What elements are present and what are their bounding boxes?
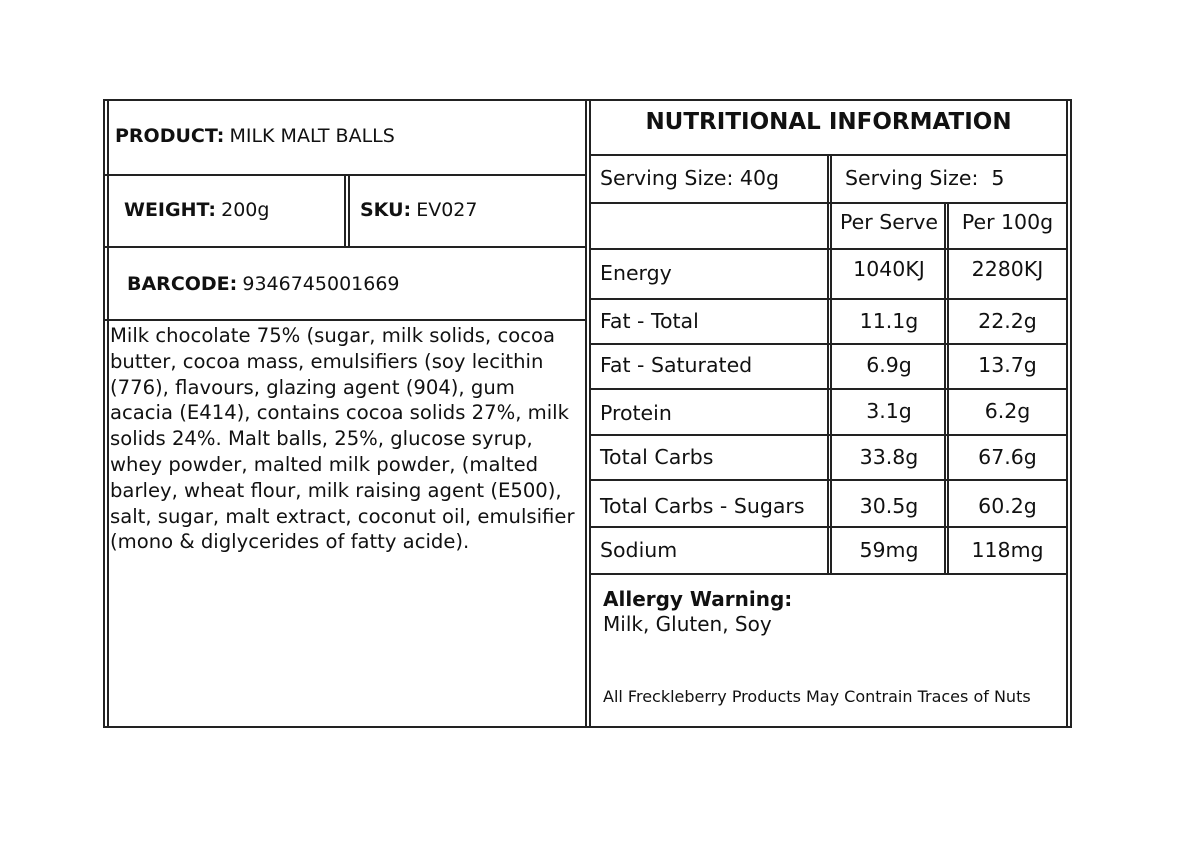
serving-size: Serving Size: 40g	[600, 166, 780, 190]
nuts-note: All Freckleberry Products May Contrain Traces of Nuts	[603, 687, 1031, 706]
product-label	[103, 99, 1072, 729]
row-carbs-per-100g: 67.6g	[978, 445, 1037, 469]
frame-bottom	[103, 726, 1072, 728]
row-fat-name: Fat - Total	[600, 309, 699, 333]
row-sat-per-100g: 13.7g	[978, 353, 1037, 377]
row-sodium-per-100g: 118mg	[971, 538, 1044, 562]
row-energy-name: Energy	[600, 261, 672, 285]
row-protein-name: Protein	[600, 401, 672, 425]
sku-field	[360, 201, 477, 220]
middle-divider-inner	[589, 99, 591, 728]
row-protein-per-100g: 6.2g	[984, 399, 1031, 423]
allergy-heading: Allergy Warning:	[603, 587, 793, 611]
barcode-field	[127, 275, 400, 294]
row-sugars-per-100g: 60.2g	[978, 494, 1037, 518]
frame-right	[1070, 99, 1072, 728]
weight-key: WEIGHT:	[124, 199, 217, 221]
row-fat-per-100g: 22.2g	[978, 309, 1037, 333]
weight-sku-divider	[344, 174, 346, 248]
nutrition-title: NUTRITIONAL INFORMATION	[645, 109, 1012, 135]
row-sugars-per-serve: 30.5g	[859, 494, 919, 518]
barcode-key: BARCODE:	[127, 273, 238, 295]
sku-value: EV027	[416, 199, 478, 221]
row-sugars-name: Total Carbs - Sugars	[600, 494, 805, 518]
row-energy-per-100g: 2280KJ	[971, 257, 1044, 281]
col-divider-2	[944, 202, 946, 575]
row-protein-per-serve: 3.1g	[866, 399, 912, 423]
servings-per-pack: Serving Size: 5	[845, 166, 1005, 190]
middle-divider	[585, 99, 587, 728]
frame-left-inner	[107, 101, 109, 726]
barcode-value: 9346745001669	[242, 273, 400, 295]
frame-top	[103, 99, 1072, 101]
col-per-serve: Per Serve	[840, 210, 938, 234]
left-rule-3	[103, 319, 587, 321]
allergy-items: Milk, Gluten, Soy	[603, 612, 772, 636]
weight-sku-divider-inner	[348, 174, 350, 248]
row-energy-per-serve: 1040KJ	[853, 257, 925, 281]
weight-value: 200g	[221, 199, 270, 221]
product-value: MILK MALT BALLS	[229, 125, 395, 147]
col-divider-2-inner	[947, 202, 949, 575]
row-sat-per-serve: 6.9g	[866, 353, 912, 377]
frame-left	[103, 99, 105, 728]
product-field	[115, 127, 395, 146]
ingredients-text: Milk chocolate 75% (sugar, milk solids, cocoa butter, cocoa mass, emulsifiers (soy lecithin (776), flavours, glazing agent (904), gum acacia (E414), contains cocoa solids 27%, milk solids 24%. Malt balls, 25%, glucose syrup, whey powder, malted milk powder, (malted barley, wheat flour, milk raising agent (E500), salt, sugar, malt extract, coconut oil, emulsifier (mono & diglycerides of fatty acide).	[110, 324, 575, 554]
row-sat-name: Fat - Saturated	[600, 353, 753, 377]
row-carbs-per-serve: 33.8g	[859, 445, 919, 469]
row-sodium-per-serve: 59mg	[859, 538, 919, 562]
row-sodium-name: Sodium	[600, 538, 678, 562]
col-per-100g: Per 100g	[961, 210, 1054, 234]
frame-right-inner	[1066, 101, 1068, 726]
row-carbs-name: Total Carbs	[600, 445, 714, 469]
product-key: PRODUCT:	[115, 125, 225, 147]
col-divider-1	[827, 154, 829, 575]
weight-field	[124, 201, 269, 220]
row-fat-per-serve: 11.1g	[859, 309, 919, 333]
sku-key: SKU:	[360, 199, 412, 221]
